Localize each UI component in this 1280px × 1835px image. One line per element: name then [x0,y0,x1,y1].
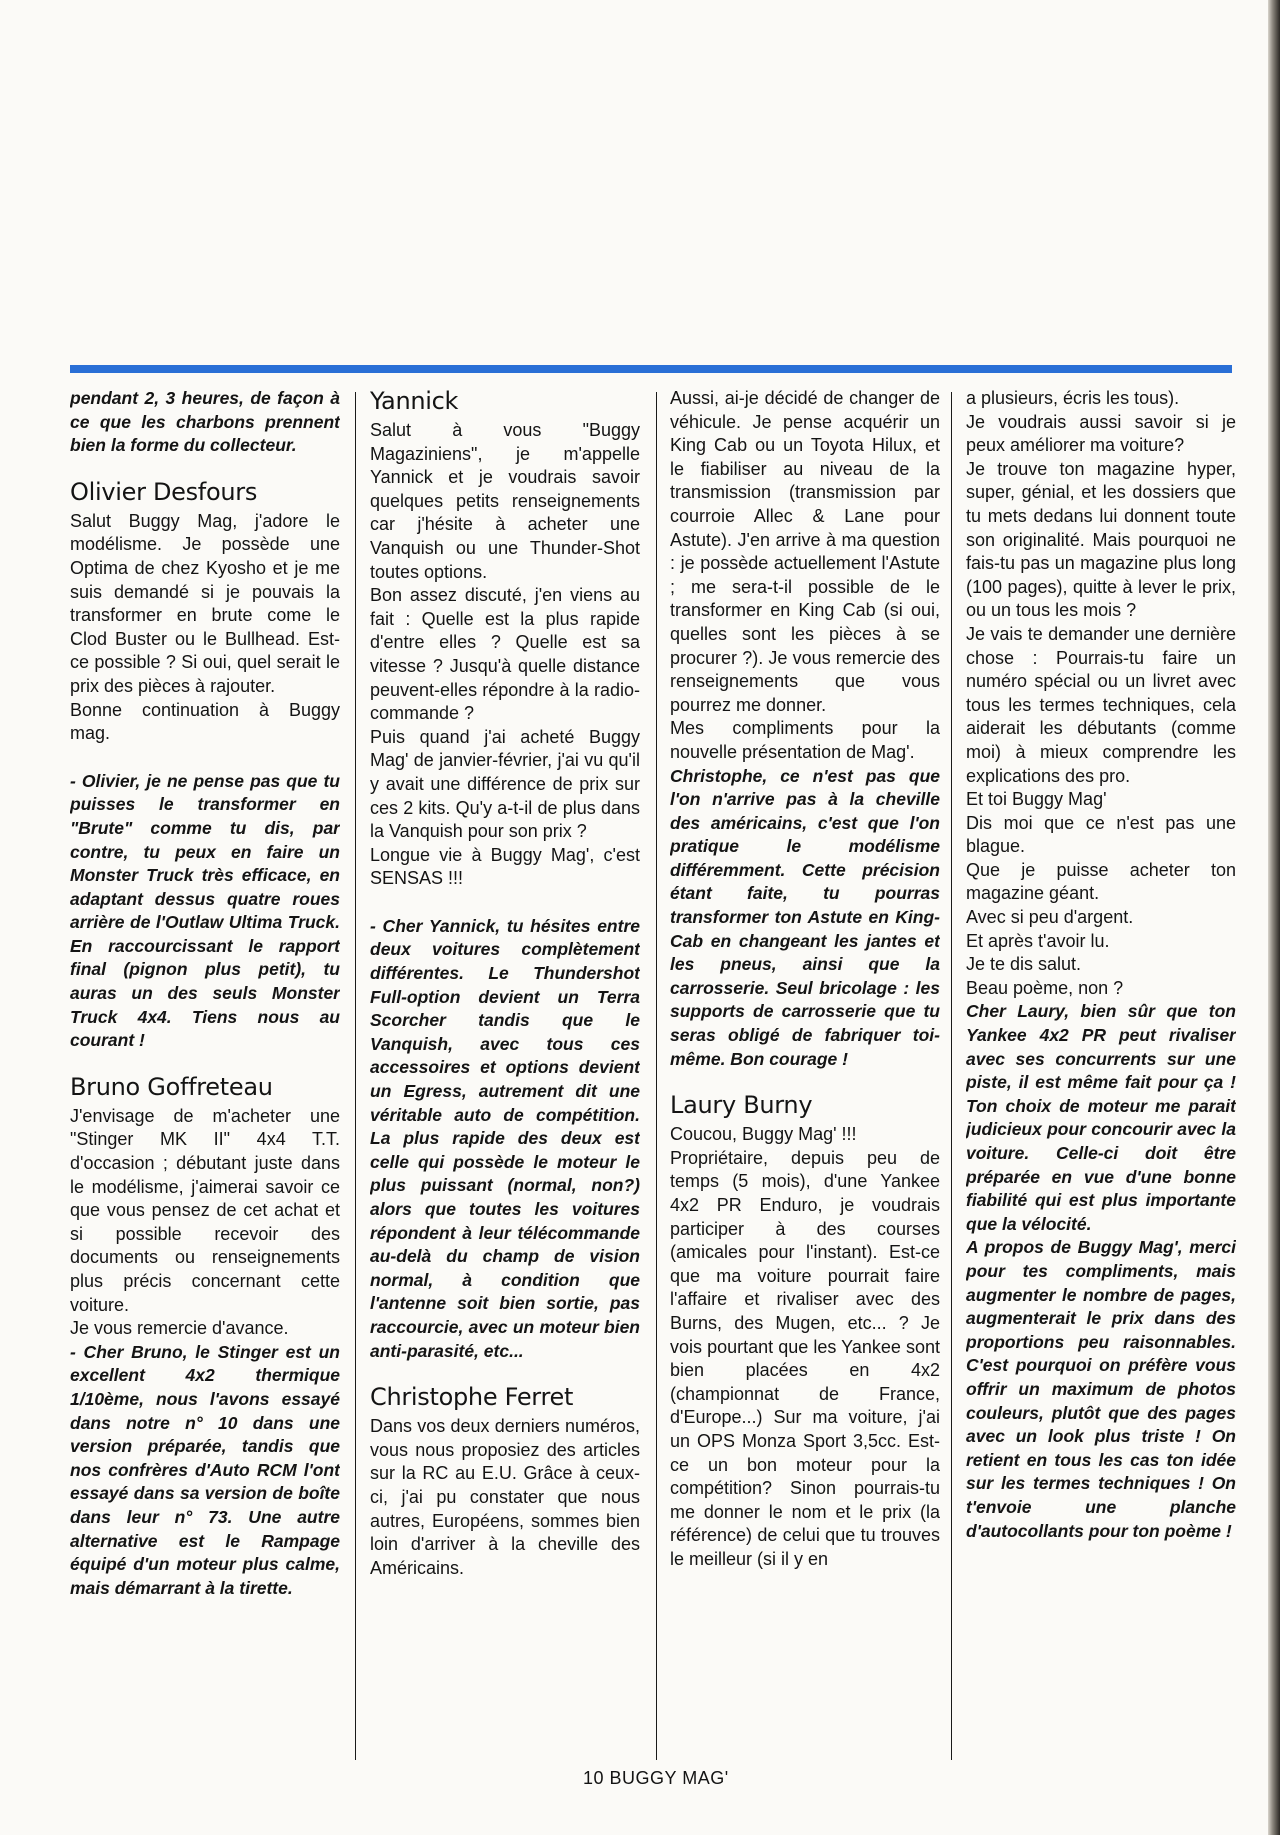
letter-text: Je voudrais aussi savoir si je peux améliorer ma voiture? [966,411,1236,456]
letter-text: Puis quand j'ai acheté Buggy Mag' de janvier-février, j'ai vu qu'il y avait une différence de prix sur ces 2 kits. Qu'y a-t-il de plus dans la Vanquish pour son prix ? [370,726,640,842]
poem-line: Et après t'avoir lu. [966,930,1110,951]
letter-text: Salut à vous "Buggy Magaziniens", je m'appelle Yannick et je voudrais savoir quelques petits renseignements car j'hésite à acheter une Vanquish ou une Thunder-Shot toutes options. [370,420,640,582]
letter-text: Mes compliments pour la nouvelle présentation de Mag'. [670,718,940,762]
column-2 [370,387,640,1580]
letter-text: Longue vie à Buggy Mag', c'est SENSAS !!! [370,844,640,889]
letter-text: Salut Buggy Mag, j'adore le modélisme. Je possède une Optima de chez Kyosho et je me suis demandé si je pouvais la transformer en brute come le Clod Buster ou le Bullhead. Est-ce possible ? Si oui, quel serait le prix des pièces à rajouter. [70,510,340,696]
answer-text: A propos de Buggy Mag', merci pour tes compliments, mais augmenter le nombre de pages, augmenterait le prix dans des proportions peu raisonnables. C'est pourquoi on préfère vous offrir un maximum de photos couleurs, plutôt que des pages avec un look plus triste ! On retient en tous les cas ton idée sur les termes techniques ! On t'envoie une planche d'autocollants pour ton poème ! [966,1237,1236,1541]
letter-text: Propriétaire, depuis peu de temps (5 mois), d'une Yankee 4x2 PR Enduro, je voudrais participer à des courses (amicales pour l'instant). Est-ce que ma voiture pourrait faire l'affaire et rivaliser avec des Burns, des Mugen, etc... ? Je vois pourtant que les Yankee sont bien placées en 4x2 (championnat de France, d'Europe...) Sur ma voiture, j'ai un OPS Monza Sport 3,5cc. Est-ce un bon moteur pour la compétition? Sinon pourrais-tu me donner le nom et le prix (la référence) de celui que tu trouves le meilleur (si il y en [670,1147,940,1569]
answer-text: - Cher Yannick, tu hésites entre deux voitures complètement différentes. Le Thundershot Full-option devient un Terra Scorcher tandis que le Vanquish, avec tous ces accessoires et options devient un Egress, autrement dit une véritable auto de compétition. La plus rapide des deux est celle qui possède le moteur le plus puissant (normal, non?) alors que toutes les voitures répondent à leur télécommande au-delà du champ de vision normal, à condition que l'antenne soit bien sortie, pas raccourcie, avec un moteur bien anti-parasité, etc... [370,915,640,1361]
poem-line: Je te dis salut. [966,954,1082,975]
column-1 [70,387,340,1600]
letter-text: Bon assez discuté, j'en viens au fait : Quelle est la plus rapide d'entre elles ? Quelle est sa vitesse ? Jusqu'à quelle distance peuvent-elles répondre à la radio- commande ? [370,585,640,724]
letter-text: Dans vos deux derniers numéros, vous nous proposiez des articles sur la RC au E.U. Grâce à ceux-ci, j'ai pu constater que nous autres, Européens, sommes bien loin d'arriver à la cheville des Américains. [370,1416,640,1578]
poem-line: Beau poème, non ? [966,977,1124,998]
letter-text: a plusieurs, écris les tous). [966,388,1180,408]
letter-author: Laury Burny [670,1091,813,1120]
answer-text: Cher Laury, bien sûr que ton Yankee 4x2 PR peut rivaliser avec ses concurrents sur une piste, il est même fait pour ça ! Ton choix de moteur me parait judicieux pour concourir avec la voiture. Celle-ci doit être préparée en vue d'une bonne fiabilité qui est plus importante que la vélocité. [966,1001,1236,1234]
letter-text: Je vais te demander une dernière chose : Pourrais-tu faire un numéro spécial ou un livret avec tous les termes techniques, cela aiderait les débutants (comme moi) à mieux comprendre les explications des pro. [966,623,1236,786]
page-footer: 10 BUGGY MAG' [583,1768,729,1788]
letter-author: Yannick [370,387,459,415]
poem-line: Avec si peu d'argent. [966,907,1134,928]
poem-line: Et toi Buggy Mag' [966,789,1107,810]
answer-text: pendant 2, 3 heures, de façon à ce que les charbons prennent bien la forme du collecteur. [70,388,340,456]
page-edge-shadow [1268,0,1280,1835]
column-divider [355,392,356,1760]
column-4 [966,387,1236,1543]
letter-text: J'envisage de m'acheter une "Stinger MK II" 4x4 T.T. d'occasion ; débutant juste dans le modélisme, j'aimerai savoir ce que vous pensez de cet achat et si possible recevoir des documents ou renseignements plus précis concernant cette voiture. [70,1105,340,1315]
letter-author: Christophe Ferret [370,1383,574,1412]
answer-text: Christophe, ce n'est pas que l'on n'arrive pas à la cheville des américains, c'est que l'on pratique le modélisme différemment. Cette précision étant faite, tu pourras transformer ton Astute en King-Cab en changeant les jantes et les pneus, ainsi que la carrosserie. Seul bricolage : les supports de carrosserie que tu seras obligé de fabriquer toi-même. Bon courage ! [670,765,940,1069]
letter-author: Bruno Goffreteau [70,1072,273,1101]
header-rule [70,365,1232,373]
letter-text: Je trouve ton magazine hyper, super, génial, et les dossiers que tu mets dedans lui donnent toute son originalité. Mais pourquoi ne fais-tu pas un magazine plus long (100 pages), quitte à lever le prix, ou un tous les mois ? [966,458,1236,621]
column-3 [670,387,940,1572]
answer-text: - Cher Bruno, le Stinger est un excellent 4x2 thermique 1/10ème, nous l'avons essayé dans notre n° 10 dans une version préparée, tandis que nos confrères d'Auto RCM l'ont essayé dans sa version de boîte dans leur n° 73. Une autre alternative est le Rampage équipé d'un moteur plus calme, mais démarrant à la tirette. [70,1341,340,1598]
letter-text: Bonne continuation à Buggy mag. [70,699,340,744]
poem-line: Dis moi que ce n'est pas une blague. [966,812,1236,857]
letter-text: Aussi, ai-je décidé de changer de véhicule. Je pense acquérir un King Cab ou un Toyota Hilux, et le fiabiliser au niveau de la transmission (transmission par courroie Allec & Lane pour Astute). J'en arrive à ma question : je possède actuellement l'Astute ; me sera-t-il possible de le transformer en King Cab (si oui, quelles sont les pièces à se procurer ?). Je vous remercie des renseignements que vous pourrez me donner. [670,388,940,715]
letter-author: Olivier Desfours [70,477,258,506]
poem-line: Que je puisse acheter ton magazine géant. [966,859,1236,904]
letter-text: Coucou, Buggy Mag' !!! [670,1124,857,1145]
answer-text: - Olivier, je ne pense pas que tu puisses le transformer en "Brute" comme tu dis, par contre, tu peux en faire un Monster Truck très efficace, en adaptant dessus quatre roues arrière de l'Outlaw Ultima Truck. En raccourcissant le rapport final (pignon plus petit), tu auras un des seuls Monster Truck 4x4. Tiens nous au courant ! [70,770,340,1051]
letter-text: Je vous remercie d'avance. [70,1318,289,1339]
column-divider [656,392,657,1760]
column-divider [951,392,952,1760]
